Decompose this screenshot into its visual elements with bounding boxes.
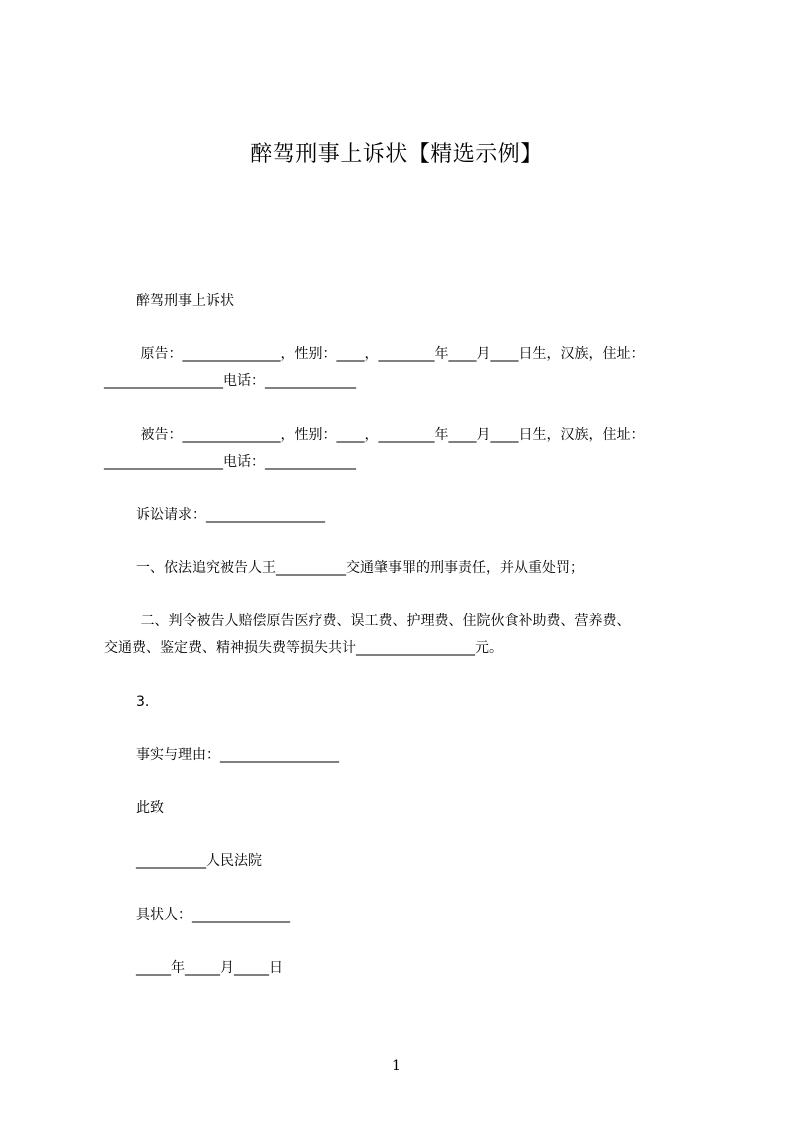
document-title: 醉驾刑事上诉状【精选示例】 bbox=[250, 142, 543, 167]
date-line: _____年_____月_____日 bbox=[136, 960, 283, 976]
signer-line: 具状人：______________ bbox=[136, 907, 290, 923]
plaintiff-line-1: 原告：______________，性别：____，________年____月____日生，汉族，住址： bbox=[136, 346, 645, 362]
court-line: __________人民法院 bbox=[136, 853, 262, 869]
document-heading: 醉驾刑事上诉状 bbox=[136, 293, 234, 309]
claim-3: 3. bbox=[136, 694, 150, 710]
claim-1: 一、依法追究被告人王__________交通肇事罪的刑事责任，并从重处罚； bbox=[136, 560, 584, 576]
defendant-line-2: _________________电话：_____________ bbox=[104, 454, 356, 470]
facts-line: 事实与理由：_________________ bbox=[136, 747, 339, 763]
defendant-line-1: 被告：______________，性别：____，________年____月____日生，汉族，住址： bbox=[136, 427, 645, 443]
page-number: 1 bbox=[392, 1058, 401, 1074]
claims-line: 诉讼请求：_________________ bbox=[136, 507, 325, 523]
plaintiff-line-2: _________________电话：_____________ bbox=[104, 373, 356, 389]
claim-2-line-2: 交通费、鉴定费、精神损失费等损失共计_________________元。 bbox=[104, 640, 503, 656]
salutation: 此致 bbox=[136, 800, 164, 816]
claim-2-line-1: 二、判令被告人赔偿原告医疗费、误工费、护理费、住院伙食补助费、营养费、 bbox=[136, 613, 631, 629]
